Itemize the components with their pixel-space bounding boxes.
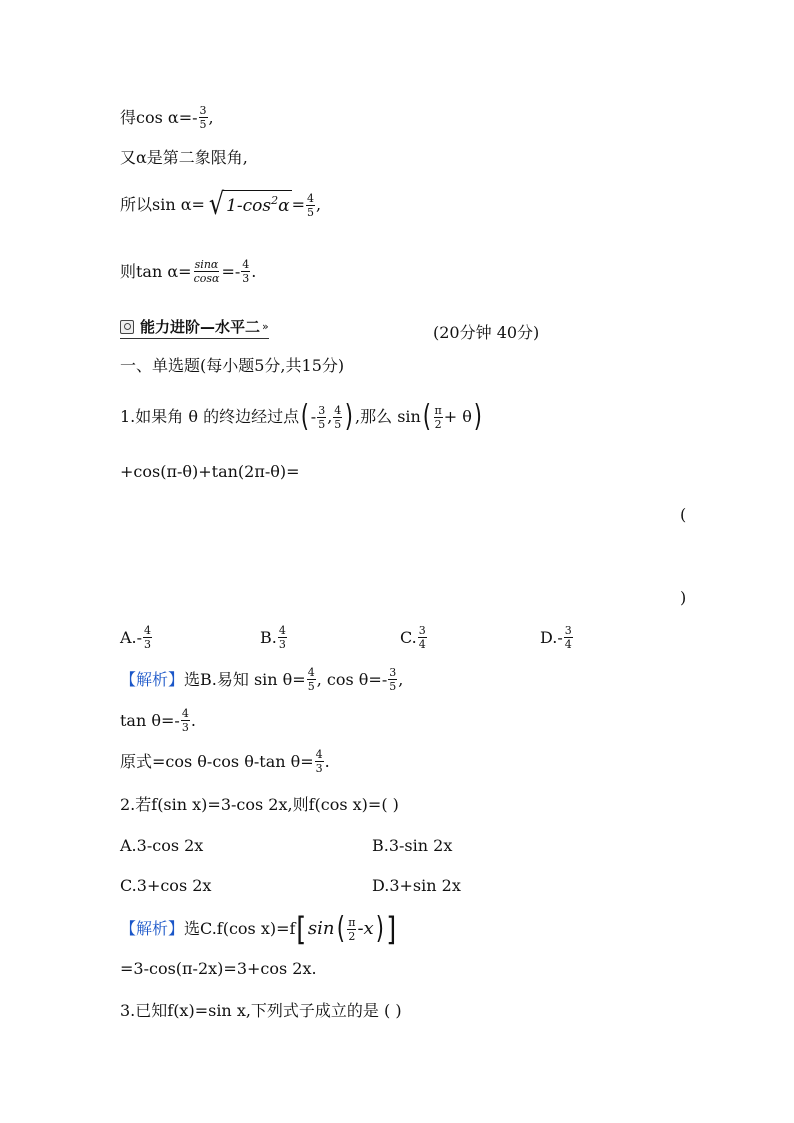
part-heading: 一、单选题(每小题5分,共15分) <box>120 356 345 375</box>
denominator: 5 <box>389 680 397 693</box>
numerator: 4 <box>307 191 314 205</box>
left-paren: ( <box>336 911 345 946</box>
numerator: 4 <box>181 707 189 720</box>
fraction <box>317 404 326 431</box>
numerator: 3 <box>318 403 326 417</box>
text: , <box>316 195 322 214</box>
fraction <box>418 624 427 651</box>
q1-solution-line3 <box>120 748 330 775</box>
numerator: 3 <box>199 104 207 117</box>
comma: , <box>327 407 333 426</box>
fraction <box>181 707 190 734</box>
right-paren: ) <box>345 399 354 434</box>
option-d[interactable] <box>540 624 574 651</box>
numerator: 4 <box>144 624 152 637</box>
fraction <box>143 624 152 651</box>
left-paren: ( <box>300 399 310 434</box>
fraction <box>434 404 443 431</box>
option-a[interactable] <box>120 624 153 651</box>
q2-option-b[interactable]: B.3-sin 2x <box>372 836 453 855</box>
denominator: 5 <box>307 680 315 693</box>
option-c[interactable] <box>400 624 428 651</box>
text: , <box>398 669 404 689</box>
denominator: 2 <box>434 417 442 431</box>
exponent: 2 <box>271 194 279 207</box>
text: 1-cos <box>226 196 272 216</box>
text: 选B.易知 sin θ= <box>184 669 306 689</box>
denominator: 3 <box>181 721 189 734</box>
numerator: sinα <box>194 258 219 271</box>
fraction <box>307 666 316 693</box>
fraction <box>199 104 208 131</box>
square-root <box>207 187 292 222</box>
right-paren: ) <box>473 399 482 434</box>
answer-paren-close: ) <box>680 588 687 607</box>
equals: =- <box>221 261 241 281</box>
text: 得cos α= <box>120 107 193 127</box>
sign: - <box>557 628 563 647</box>
numerator: 3 <box>389 666 397 679</box>
denominator: 5 <box>307 205 314 219</box>
numerator: 4 <box>315 748 323 761</box>
q2-option-a[interactable]: A.3-cos 2x <box>120 836 204 855</box>
numerator: 3 <box>564 624 572 637</box>
text: . <box>251 261 257 281</box>
text: 则tan α= <box>120 261 192 281</box>
fraction <box>333 404 342 431</box>
solution-tag: 【解析】 <box>120 669 185 689</box>
sign: - <box>136 628 143 647</box>
text: . <box>324 751 330 771</box>
denominator: 3 <box>315 762 323 775</box>
q2-option-d[interactable]: D.3+sin 2x <box>372 876 461 895</box>
numerator: 4 <box>334 403 342 417</box>
numerator: 4 <box>278 624 286 637</box>
text: 选C.f(cos x)=f <box>184 919 296 938</box>
numerator: π <box>348 915 356 929</box>
right-paren: ) <box>375 911 384 946</box>
option-label: C. <box>400 628 417 647</box>
minus-sign: - <box>192 107 198 127</box>
denominator: 2 <box>348 929 356 943</box>
fraction <box>388 666 397 693</box>
chevron-right-icon: » <box>262 320 269 333</box>
line-sin-alpha <box>120 187 322 222</box>
text: , <box>208 107 214 127</box>
denominator: 3 <box>278 638 286 651</box>
time-note: (20分钟 40分) <box>433 323 540 342</box>
numerator: 4 <box>307 666 315 679</box>
question-1-stem-line2: +cos(π-θ)+tan(2π-θ)= <box>120 462 300 481</box>
equals: = <box>291 195 305 214</box>
option-label: D. <box>540 628 558 647</box>
fraction <box>347 916 356 943</box>
text: 原式=cos θ-cos θ-tan θ= <box>120 751 314 771</box>
minus-sign: - <box>310 407 317 426</box>
denominator: 3 <box>144 638 152 651</box>
text: α <box>278 196 290 216</box>
radical-sign: √ <box>208 187 225 222</box>
q2-option-c[interactable]: C.3+cos 2x <box>120 876 212 895</box>
text: 所以sin α= <box>120 195 205 214</box>
q1-solution-line1 <box>120 666 403 693</box>
text: ,那么 sin <box>355 407 421 426</box>
section-header <box>120 316 269 339</box>
denominator: 5 <box>334 417 342 431</box>
radicand <box>223 190 292 220</box>
question-1-stem <box>120 399 484 434</box>
denominator: 5 <box>199 118 207 131</box>
denominator: 4 <box>564 638 572 651</box>
q2-solution-line2: =3-cos(π-2x)=3+cos 2x. <box>120 959 317 978</box>
fraction <box>315 748 324 775</box>
question-2-stem: 2.若f(sin x)=3-cos 2x,则f(cos x)=( ) <box>120 795 399 814</box>
text: 1.如果角 θ 的终边经过点 <box>120 407 300 426</box>
line-cos-alpha <box>120 104 214 131</box>
text: tan θ=- <box>120 710 180 730</box>
option-label: B. <box>260 628 277 647</box>
solution-tag: 【解析】 <box>120 919 185 938</box>
text: sin <box>307 918 335 939</box>
numerator: 3 <box>418 624 426 637</box>
option-label: A. <box>120 628 137 647</box>
denominator: 3 <box>242 272 250 285</box>
fraction <box>278 624 287 651</box>
text: , cos θ=- <box>316 669 388 689</box>
line-tan-alpha <box>120 258 256 285</box>
answer-paren-open: ( <box>680 505 687 524</box>
text: -x <box>357 918 374 939</box>
line-quadrant: 又α是第二象限角, <box>120 148 248 167</box>
fraction <box>241 258 250 285</box>
q1-solution-line2 <box>120 707 196 734</box>
text: + θ <box>443 407 472 426</box>
option-b[interactable] <box>260 624 288 651</box>
fraction <box>193 258 221 285</box>
numerator: 4 <box>242 258 250 271</box>
left-paren: ( <box>422 399 431 434</box>
q2-solution-line1 <box>120 910 398 948</box>
denominator: 4 <box>418 638 426 651</box>
fraction <box>564 624 573 651</box>
fraction <box>306 192 315 219</box>
section-title: 能力进阶—水平二 <box>140 318 261 336</box>
question-3-stem: 3.已知f(x)=sin x,下列式子成立的是 ( ) <box>120 1001 402 1020</box>
denominator: cosα <box>193 272 220 285</box>
lightbulb-icon <box>120 320 134 334</box>
left-bracket: [ <box>296 910 307 948</box>
text: . <box>190 710 196 730</box>
numerator: π <box>434 403 442 417</box>
right-bracket: ] <box>386 910 397 948</box>
denominator: 5 <box>318 417 326 431</box>
